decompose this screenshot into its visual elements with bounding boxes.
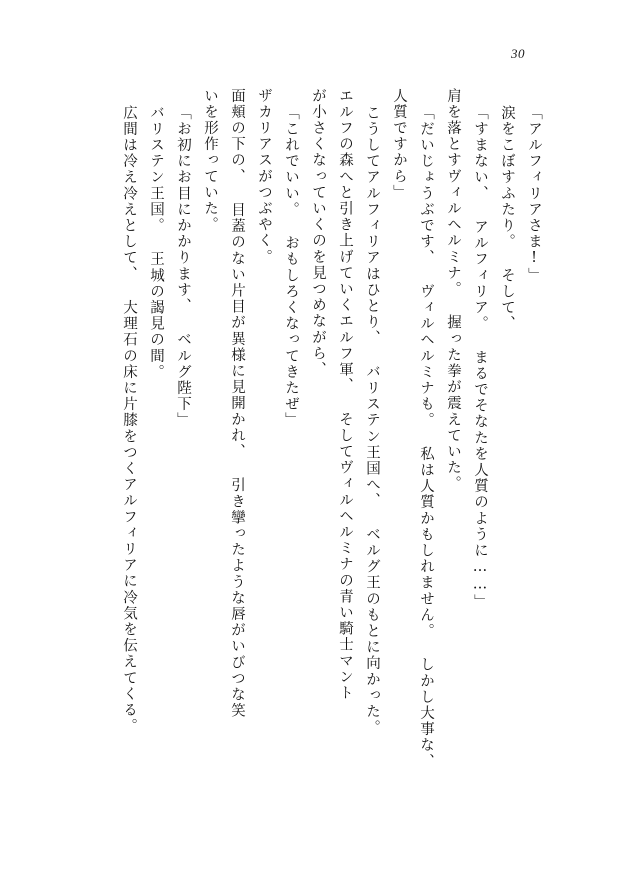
text-column: 面頬の下の、 目蓋のない片目が異様に見開かれ、 引き攣ったような唇がいびつな笑 [229, 88, 245, 719]
text-column: 「だいじょうぶです、 ヴィルヘルミナも。 私は人質かもしれません。 しかし大事な、 [418, 105, 434, 770]
text-column: ザカリアスがつぶやく。 [256, 88, 272, 266]
text-column: 「これでいい。 おもしろくなってきたぜ」 [283, 105, 299, 429]
text-column: いを形作っていた。 [202, 88, 218, 233]
text-column: 広間は冷え冷えとして、 大理石の床に片膝をつくアルフィリアに冷気を伝えてくる。 [121, 105, 137, 735]
text-column: 涙をこぼすふたり。 そして、 [499, 105, 515, 332]
text-column: 肩を落とすヴィルヘルミナ。 握った拳が震えていた。 [445, 88, 461, 492]
text-column: 「すまない、 アルフィリア。 まるでそなたを人質のように……」 [472, 105, 488, 611]
text-column: 「アルフィリアさま!」 [526, 105, 542, 284]
page-number: 30 [511, 46, 525, 61]
text-column: こうしてアルフィリアはひとり、 バリステン王国へ、 ベルグ王のもとに向かった。 [364, 105, 380, 736]
text-column: が小さくなっていくのを見つめながら、 [310, 88, 326, 378]
text-column: バリステン王国。 王城の謁見の間。 [148, 105, 164, 381]
text-column: 「お初にお目にかかります、 ベルグ陛下」 [175, 105, 191, 429]
text-column: エルフの森へと引き上げていくエルフ軍、 そしてヴィルヘルミナの青い騎士マント [337, 88, 353, 702]
body-text-vertical [80, 88, 541, 808]
text-column: 人質ですから」 [391, 88, 407, 201]
